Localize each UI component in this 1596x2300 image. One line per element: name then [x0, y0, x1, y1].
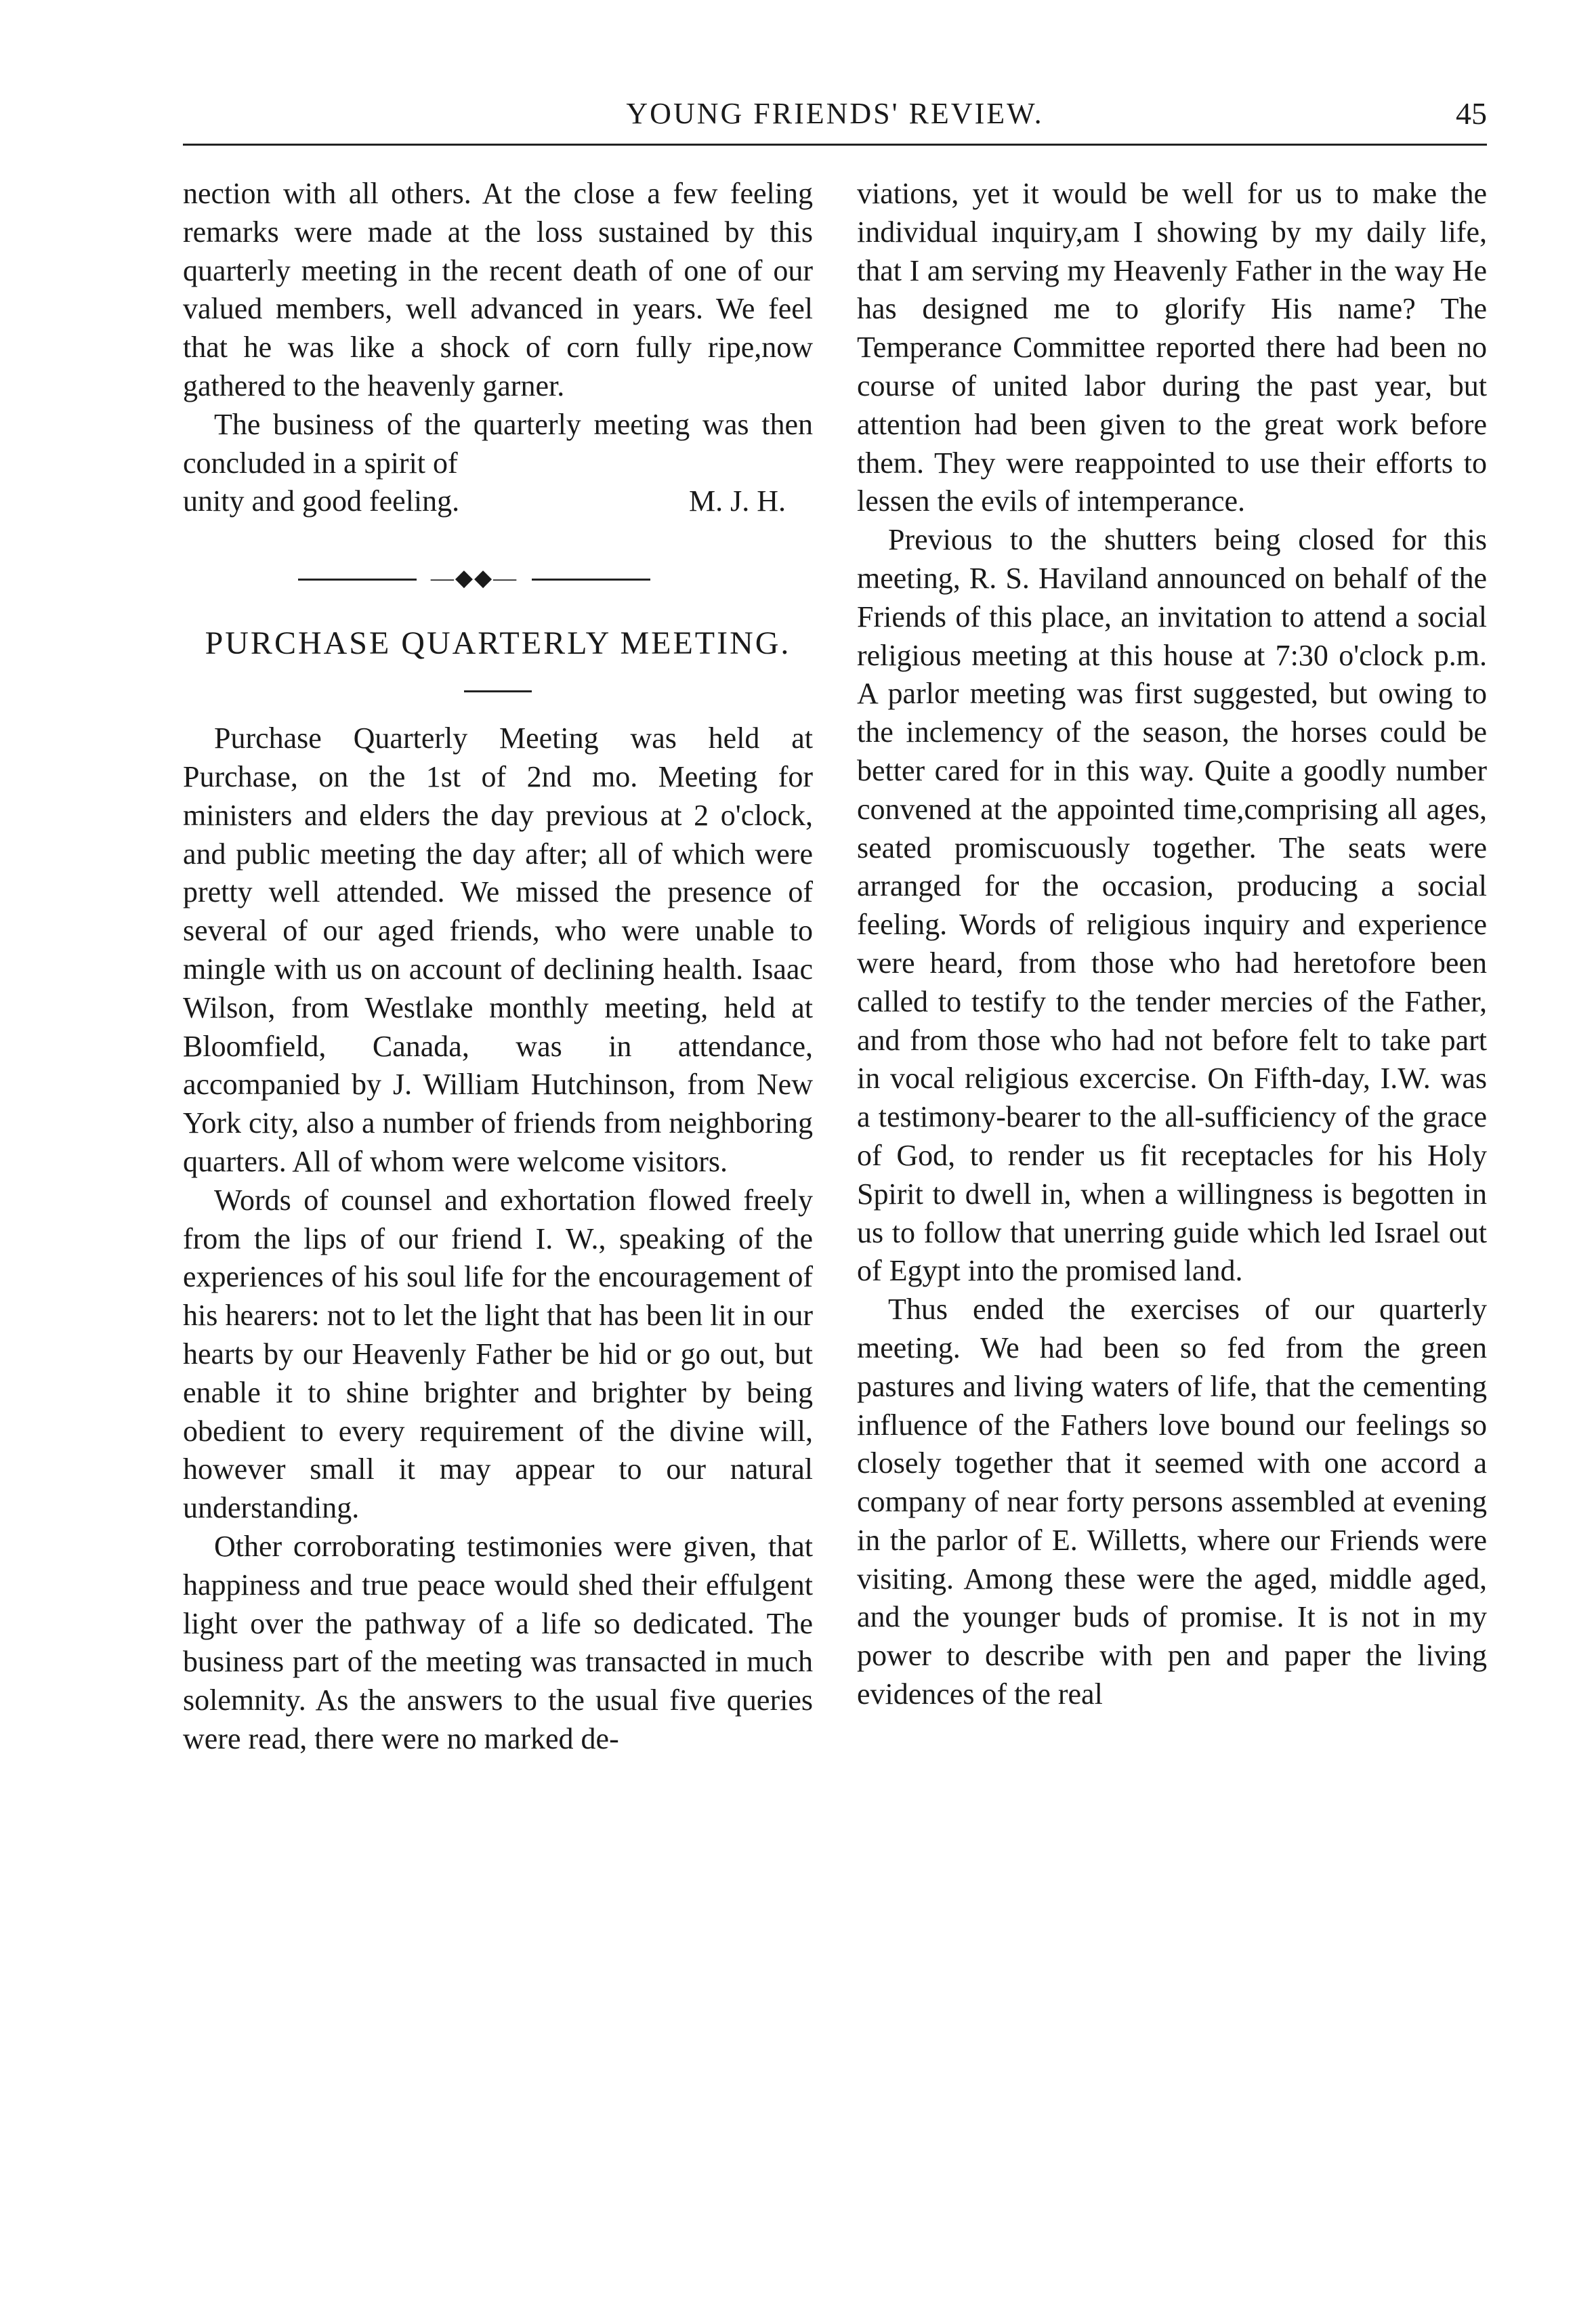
paragraph-end: unity and good feeling. — [183, 484, 460, 518]
paragraph: nection with all others. At the close a few feeling remarks were made at the loss sustained by this quarterly meeting in the recent death of one of our valued members, well advanced in years. We feel that he was like a shock of corn fully ripe,now gathered to the heavenly garner. — [183, 177, 813, 402]
title-rule — [464, 690, 532, 692]
paragraph: Purchase Quarterly Meeting was held at Purchase, on the 1st of 2nd mo. Meeting for ministers and elders the day previous at 2 o'clock, and public meeting the day after; all of which were pretty well attended. We missed the presence of several of our aged friends, who were unable to mingle with us on account of declining health. Isaac Wilson, from Westlake monthly meeting, held at Bloomfield, Canada, was in attendance, accompanied by J. William Hutchinson, from New York city, also a number of friends from neighboring quarters. All of whom were welcome visitors. — [183, 722, 813, 1178]
paragraph: Other corroborating testimonies were given, that happiness and true peace would shed their effulgent light over the pathway of a life so dedicated. The business part of the meeting was transacted in much solemnity. As the answers to the usual five queries were read, there were no marked de- — [183, 1529, 813, 1755]
right-column — [857, 175, 1487, 1714]
left-column — [183, 175, 813, 1759]
running-title: YOUNG FRIENDS' REVIEW. — [626, 97, 1044, 130]
page-header — [183, 93, 1487, 141]
paragraph: Thus ended the exercises of our quarterly meeting. We had been so fed from the green pastures and living waters of life, that the cementing influence of the Fathers love bound our feelings so closely together that it seemed with one accord a company of near forty persons assembled at evening in the parlor of E. Willetts, where our Friends were visiting. Among these were the aged, middle aged, and the younger buds of promise. It is not in my power to describe with pen and paper the living evidences of the real — [857, 1293, 1487, 1711]
paragraph: viations, yet it would be well for us to make the individual inquiry,am I showing by my daily life, that I am serving my Heavenly Father in the way He has designed me to glorify His name? The Temperance Committee reported there had been no course of united labor during the past year, but attention had been given to the great work before them. They were reappointed to use their efforts to lessen the evils of intemperance. — [857, 177, 1487, 518]
section-title: PURCHASE QUARTERLY MEETING. — [205, 625, 791, 662]
separator-ornament: —◆◆— — [417, 563, 532, 594]
header-rule — [183, 144, 1487, 146]
page-number: 45 — [1456, 96, 1487, 131]
paragraph: Words of counsel and exhortation flowed freely from the lips of our friend I. W., speaking of the experiences of his soul life for the encouragement of his hearers: not to let the light that has been lit in our hearts by our Heavenly Father be hid or go out, but enable it to shine brighter and brighter by being obedient to every requirement of the divine will, however small it may appear to our natural understanding. — [183, 1183, 813, 1525]
paragraph: The business of the quarterly meeting was then concluded in a spirit of — [183, 407, 813, 480]
signature: M. J. H. — [688, 484, 786, 518]
signature-line — [183, 482, 813, 521]
paragraph: Previous to the shutters being closed for this meeting, R. S. Haviland announced on behalf of the Friends of this place, an invitation to attend a social religious meeting at this house at 7:30 o'clock p.m. A parlor meeting was first suggested, but owing to the inclemency of the season, the horses could be better cared for in this way. Quite a goodly number convened at the appointed time,comprising all ages, seated promiscuously together. The seats were arranged for the occasion, producing a social feeling. Words of religious inquiry and experience were heard, from those who had heretofore been called to testify to the tender mercies of the Father, and from those who had not before felt to take part in vocal religious excercise. On Fifth-day, I.W. was a testimony-bearer to the all-sufficiency of the grace of God, to render us fit receptacles for his Holy Spirit to dwell in, when a willingness is begotten in us to follow that unerring guide which led Israel out of Egypt into the promised land. — [857, 523, 1487, 1288]
ornamental-separator — [183, 521, 813, 623]
